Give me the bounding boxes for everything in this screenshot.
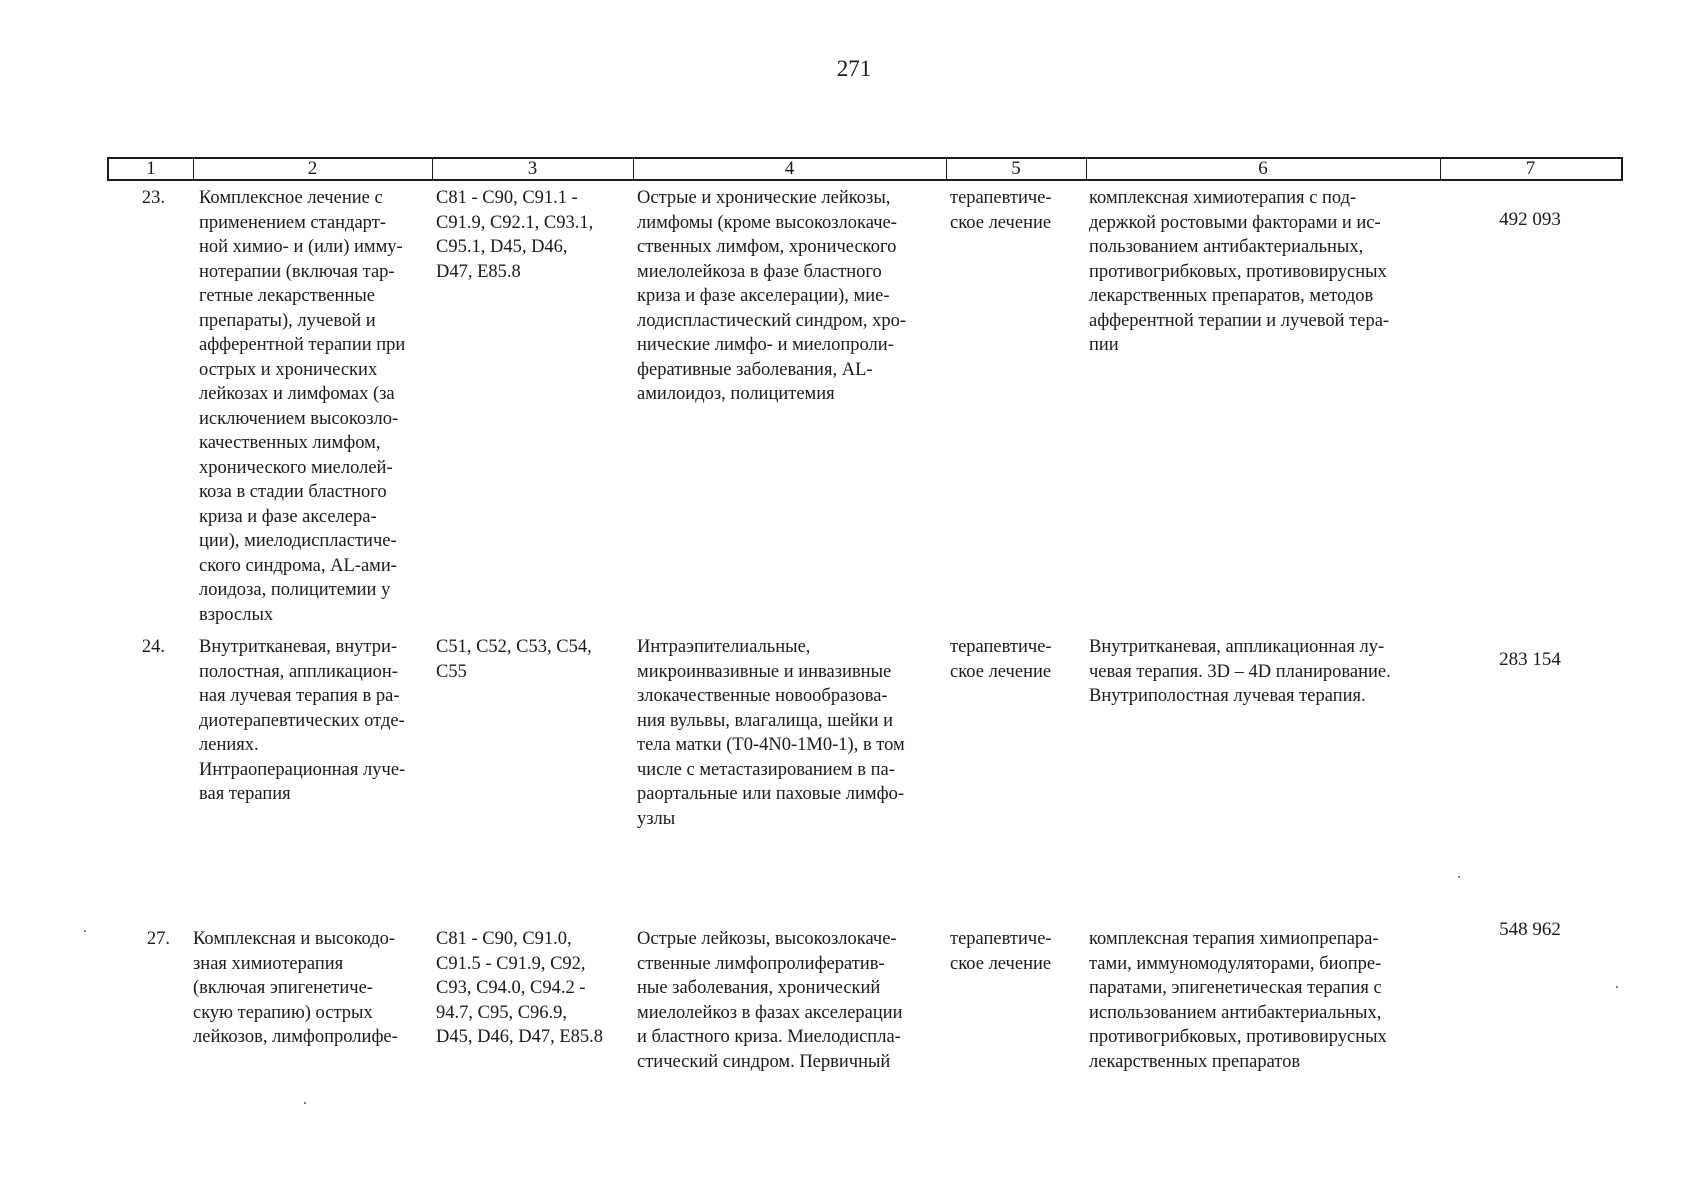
column-header-6: 6 xyxy=(1258,158,1268,179)
intervention-name: Комплексная и высокодо- зная химиотерапия (включая эпигенетиче- скую терапию) острых лейкозов, лимфопролифе- xyxy=(193,929,398,1047)
patient-model: Интраэпителиальные, микроинвазивные и инвазивные злокачественные новообразова- ния вульвы, влагалища, шейки и тела матки (T0-4N0-1M0-1), в том числе с метастазированием в па- раортальные или паховые лимфо- узлы xyxy=(637,637,905,829)
patient-model: Острые лейкозы, высокозлокаче- ственные лимфопролифератив- ные заболевания, хронический миелолейкоз в фазах акселерации и бластного криза. Миелодиспла- стический синдром. Первичный xyxy=(637,929,903,1072)
cost-value: 283 154 xyxy=(1499,649,1561,670)
intervention-name: Внутритканевая, внутри- полостная, аппликацион- ная лучевая терапия в ра- диотерапевтических отде- лениях. Интраоперационная луче- вая терапия xyxy=(199,637,406,804)
table-header-row xyxy=(107,157,1623,181)
cost-value: 548 962 xyxy=(1499,919,1561,940)
row-number: 27. xyxy=(146,929,170,949)
icd-codes: C81 - C90, C91.0, C91.5 - C91.9, C92, C93, C94.0, C94.2 - 94.7, C95, C96.9, D45, D46, D47, E85.8 xyxy=(436,929,604,1047)
treatment-type: терапевтиче- ское лечение xyxy=(950,637,1052,682)
column-header-4: 4 xyxy=(784,158,795,179)
column-header-1: 1 xyxy=(146,158,156,179)
column-header-7: 7 xyxy=(1525,158,1536,179)
icd-codes: C51, C52, C53, C54, C55 xyxy=(436,637,592,682)
cost-value: 492 093 xyxy=(1499,209,1561,230)
column-header-5: 5 xyxy=(1011,158,1021,179)
scan-speck xyxy=(84,930,86,932)
treatment-method: комплексная терапия химиопрепара- тами, иммуномодуляторами, биопре- паратами, эпигенетическая терапия с использованием антибактериальных, противогрибковых, противовирусных лекарственных препаратов xyxy=(1089,929,1387,1072)
page-number: 271 xyxy=(836,56,872,81)
scan-speck xyxy=(304,1102,306,1104)
treatment-method: комплексная химиотерапия с под- держкой ростовыми факторами и ис- пользованием антибактериальных, противогрибковых, противовирусных лекарственных препаратов, методов афферентной терапии и лучевой тера- пии xyxy=(1089,188,1390,355)
patient-model: Острые и хронические лейкозы, лимфомы (кроме высокозлокаче- ственных лимфом, хронического миелолейкоза в фазе бластного криза и фазе акселерации), мие- лодиспластический синдром, хро- нические лимфо- и миелопроли- феративные заболевания, AL- амилоидоз, полицитемия xyxy=(637,188,907,404)
row-number: 23. xyxy=(141,188,165,208)
intervention-name: Комплексное лечение с применением стандарт- ной химио- и (или) имму- нотерапии (включая тар- гетные лекарственные препараты), лучевой и афферентной терапии при острых и хронических лейкозах и лимфомах (за исключением высокозло- качественных лимфом, хронического миелолей- коза в стадии бластного криза и фазе акселера- ции), миелодиспластиче- ского синдрома, AL-ами- лоидоза, полицитемии у взрослых xyxy=(199,188,406,625)
treatment-type: терапевтиче- ское лечение xyxy=(950,929,1052,974)
treatment-type: терапевтиче- ское лечение xyxy=(950,188,1052,233)
column-header-2: 2 xyxy=(307,158,318,179)
row-number: 24. xyxy=(141,637,165,657)
scan-speck xyxy=(1458,876,1460,878)
column-header-3: 3 xyxy=(527,158,538,179)
scan-speck xyxy=(1616,986,1618,988)
treatment-method: Внутритканевая, аппликационная лу- чевая терапия. 3D – 4D планирование. Внутриполостная лучевая терапия. xyxy=(1089,637,1391,706)
icd-codes: C81 - C90, C91.1 - C91.9, C92.1, C93.1, C95.1, D45, D46, D47, E85.8 xyxy=(436,188,594,282)
